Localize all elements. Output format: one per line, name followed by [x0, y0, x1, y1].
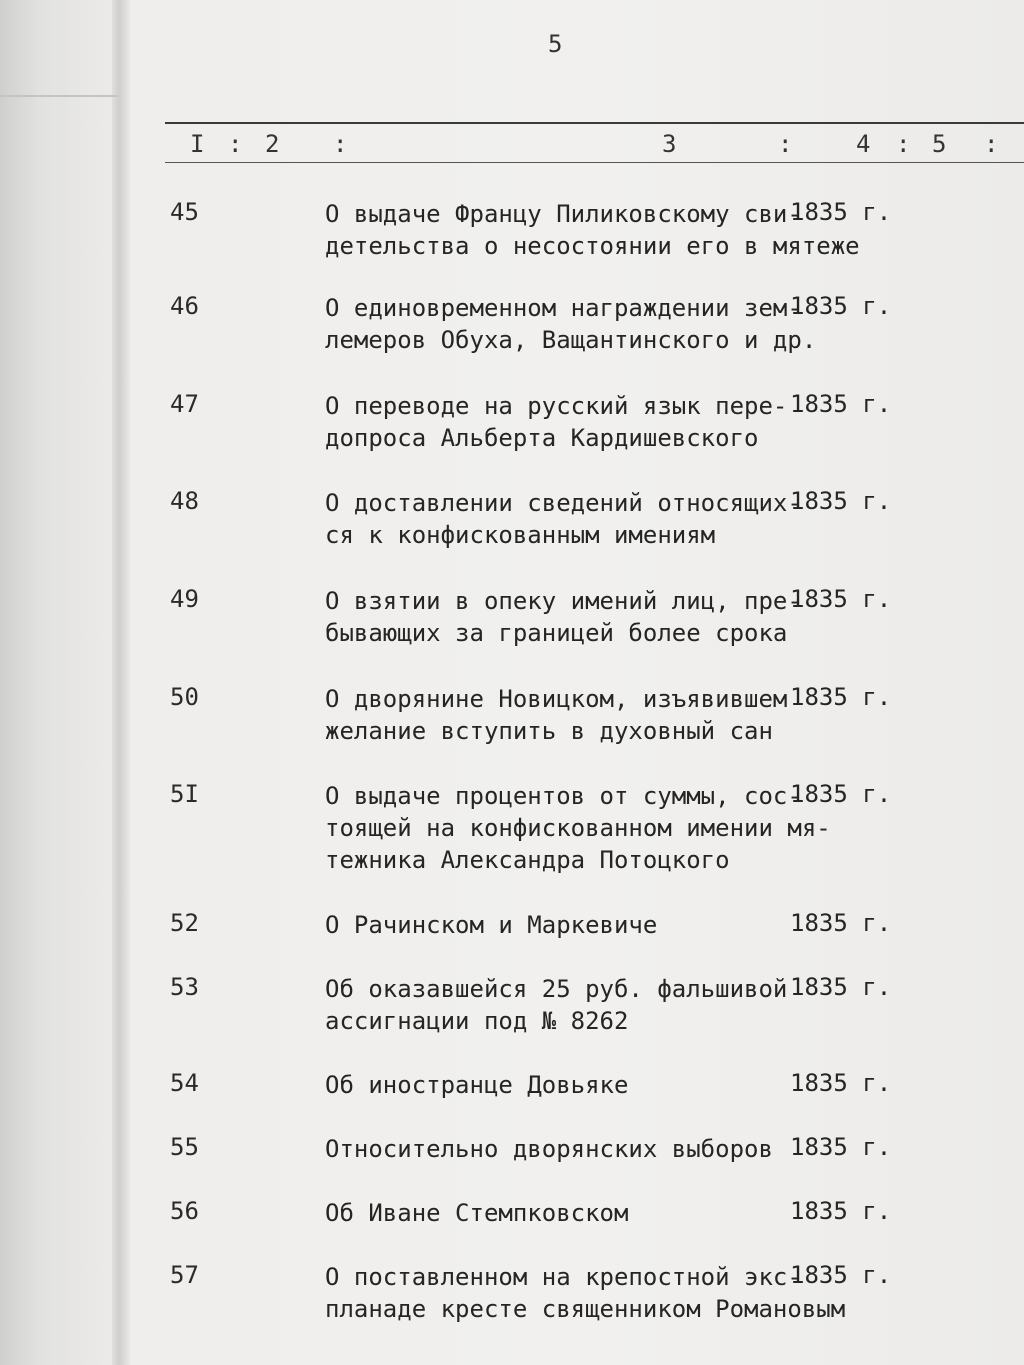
entry-line-1: О выдаче Францу Пиликовскому сви-	[325, 200, 802, 228]
entry-line-2: тоящей на конфискованном имении мя-	[325, 814, 831, 842]
entry-year: 1835 г.	[790, 292, 892, 320]
entry-line-2: желание вступить в духовный сан	[325, 717, 773, 745]
column-header-sep-1: :	[228, 130, 243, 158]
entry-line-1: О доставлении сведений относящих-	[325, 489, 802, 517]
entry-title	[325, 487, 802, 551]
column-header-sep-2: :	[333, 130, 348, 158]
entry-title	[325, 909, 795, 941]
entry-title	[325, 683, 795, 747]
entry-year: 1835 г.	[790, 1261, 892, 1289]
entry-year: 1835 г.	[790, 585, 892, 613]
page-gutter-shadow	[112, 0, 130, 1365]
entry-year: 1835 г.	[790, 198, 892, 226]
facing-page-rule	[0, 95, 118, 97]
entry-year: 1835 г.	[790, 683, 892, 711]
entry-title	[325, 780, 831, 876]
table-header-bottom-rule	[165, 162, 1024, 163]
entry-year: 1835 г.	[790, 1133, 892, 1161]
entry-number: 48	[170, 487, 199, 515]
entry-line-1: О поставленном на крепостной экс-	[325, 1263, 802, 1291]
entry-line-2: допроса Альберта Кардишевского	[325, 424, 759, 452]
entry-number: 45	[170, 198, 199, 226]
entry-number: 49	[170, 585, 199, 613]
entry-title	[325, 1069, 795, 1101]
column-header-sep-5: :	[984, 130, 999, 158]
entry-year: 1835 г.	[790, 390, 892, 418]
entry-title	[325, 390, 795, 454]
entry-title	[325, 292, 817, 356]
entry-number: 52	[170, 909, 199, 937]
entry-line-2: бывающих за границей более срока	[325, 619, 788, 647]
entry-line-1: О дворянине Новицком, изъявившем	[325, 685, 788, 713]
entry-title	[325, 1197, 795, 1229]
column-header-5: 5	[932, 130, 947, 158]
entry-number: 56	[170, 1197, 199, 1225]
entry-line-2: планаде кресте священником Романовым	[325, 1295, 846, 1323]
entry-line-2: детельства о несостоянии его в мятеже	[325, 232, 860, 260]
entry-number: 46	[170, 292, 199, 320]
entry-line-2: лемеров Обуха, Ващантинского и др.	[325, 326, 817, 354]
column-header-4: 4	[856, 130, 871, 158]
entry-line-1: О переводе на русский язык пере-	[325, 392, 788, 420]
entry-number: 55	[170, 1133, 199, 1161]
entry-line-1: О Рачинском и Маркевиче	[325, 911, 658, 939]
entry-line-3: тежника Александра Потоцкого	[325, 846, 730, 874]
entry-number: 5I	[170, 780, 199, 808]
column-header-1: I	[190, 130, 205, 158]
entry-number: 53	[170, 973, 199, 1001]
column-header-sep-3: :	[778, 130, 793, 158]
column-header-2: 2	[265, 130, 280, 158]
entry-line-1: О единовременном награждении зем-	[325, 294, 802, 322]
entry-number: 57	[170, 1261, 199, 1289]
entry-line-1: Об оказавшейся 25 руб. фальшивой	[325, 975, 788, 1003]
column-header-sep-4: :	[896, 130, 911, 158]
entry-title	[325, 973, 795, 1037]
entry-year: 1835 г.	[790, 909, 892, 937]
entry-line-1: О взятии в опеку имений лиц, пре-	[325, 587, 802, 615]
entry-number: 54	[170, 1069, 199, 1097]
entry-title	[325, 1133, 795, 1165]
entry-year: 1835 г.	[790, 487, 892, 515]
entry-year: 1835 г.	[790, 973, 892, 1001]
entry-line-2: ассигнации под № 8262	[325, 1007, 629, 1035]
entry-line-1: Относительно дворянских выборов	[325, 1135, 773, 1163]
page-number: 5	[548, 30, 563, 58]
entry-line-1: Об Иване Стемпковском	[325, 1199, 629, 1227]
entry-line-1: О выдаче процентов от суммы, сос-	[325, 782, 802, 810]
table-header-top-rule	[165, 122, 1024, 124]
entry-line-1: Об иностранце Довьяке	[325, 1071, 629, 1099]
entry-year: 1835 г.	[790, 1069, 892, 1097]
entry-line-2: ся к конфискованным имениям	[325, 521, 716, 549]
entry-number: 47	[170, 390, 199, 418]
entry-title	[325, 585, 802, 649]
entry-number: 50	[170, 683, 199, 711]
entry-year: 1835 г.	[790, 780, 892, 808]
column-header-3: 3	[662, 130, 677, 158]
entry-year: 1835 г.	[790, 1197, 892, 1225]
